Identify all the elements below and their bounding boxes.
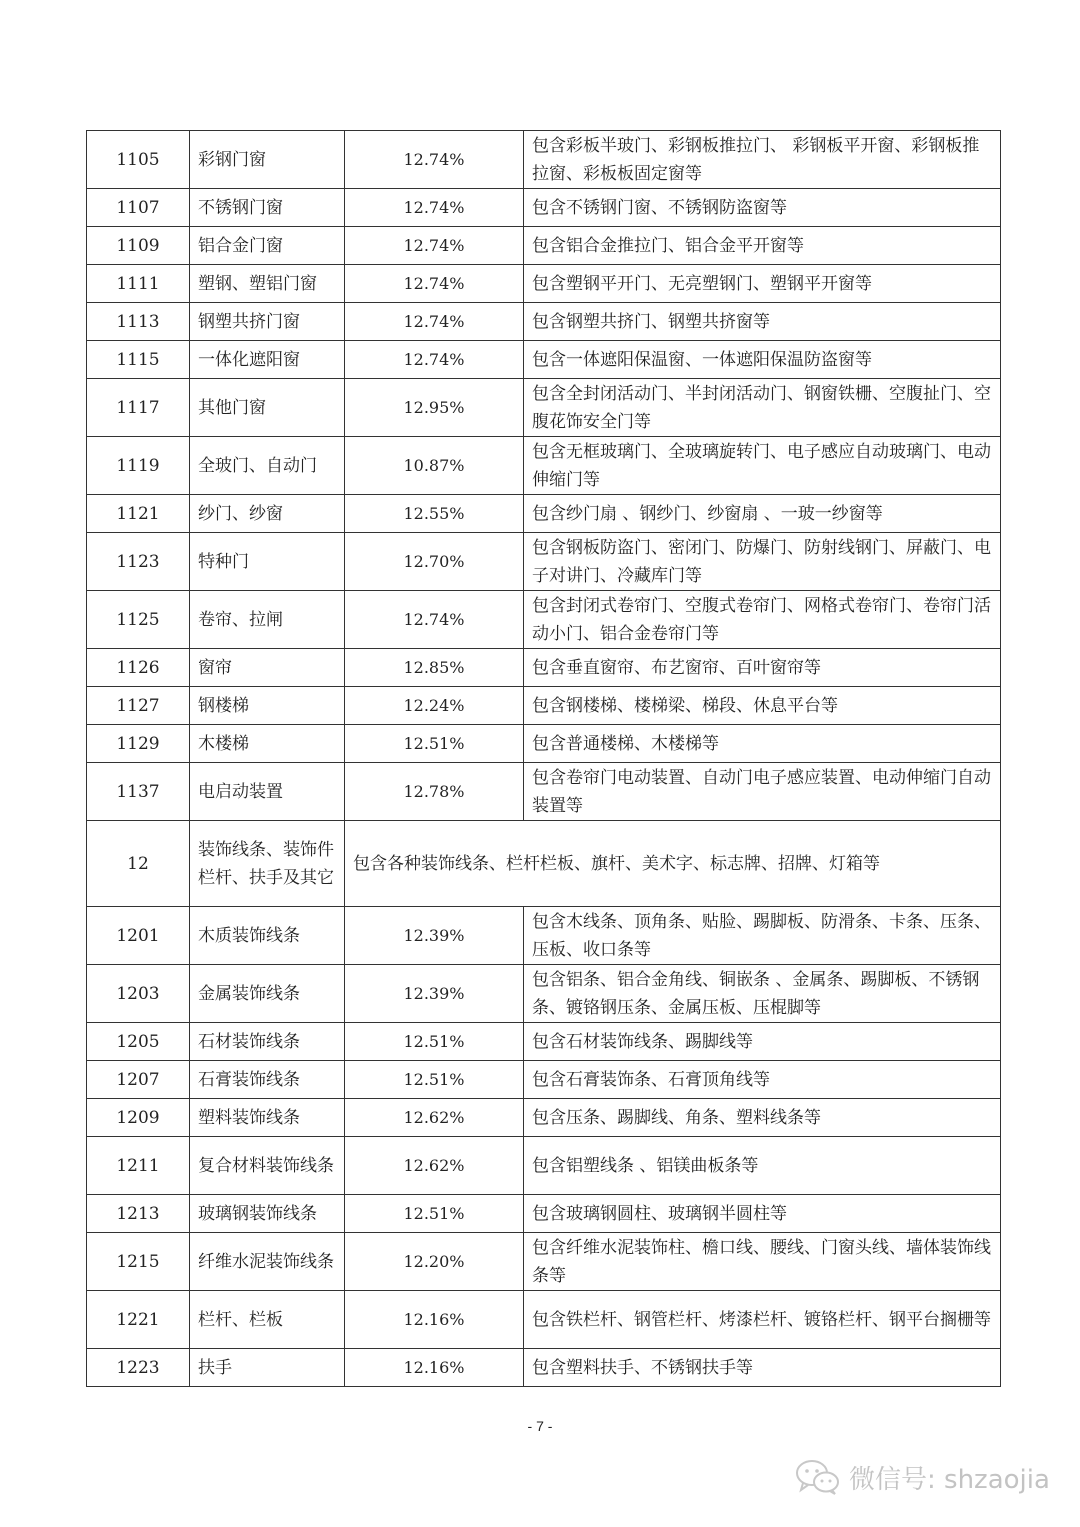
table-row [87,495,1001,533]
table-row [87,341,1001,379]
rate-cell: 12.16% [345,1349,524,1387]
code-cell: 1111 [87,265,190,303]
description-cell: 包含铝塑线条 、铝镁曲板条等 [524,1137,1001,1195]
code-cell: 1119 [87,437,190,495]
name-cell: 金属装饰线条 [190,965,345,1023]
description-cell: 包含钢楼梯、楼梯梁、梯段、休息平台等 [524,687,1001,725]
name-cell: 全玻门、自动门 [190,437,345,495]
code-cell: 1127 [87,687,190,725]
rate-cell: 12.39% [345,965,524,1023]
rate-table-body [87,131,1001,1387]
table-row [87,1061,1001,1099]
rate-cell: 12.74% [345,341,524,379]
name-cell: 不锈钢门窗 [190,189,345,227]
code-cell: 1115 [87,341,190,379]
rate-cell: 12.62% [345,1137,524,1195]
rate-cell: 10.87% [345,437,524,495]
code-cell: 1105 [87,131,190,189]
name-cell: 木质装饰线条 [190,907,345,965]
code-cell: 1211 [87,1137,190,1195]
description-cell: 包含卷帘门电动装置、自动门电子感应装置、电动伸缩门自动装置等 [524,763,1001,821]
table-row [87,1137,1001,1195]
description-cell: 包含钢板防盗门、密闭门、防爆门、防射线钢门、屏蔽门、电子对讲门、冷藏库门等 [524,533,1001,591]
rate-cell: 12.95% [345,379,524,437]
description-cell: 包含铁栏杆、钢管栏杆、烤漆栏杆、镀铬栏杆、钢平台搁栅等 [524,1291,1001,1349]
table-row [87,379,1001,437]
table-row [87,1195,1001,1233]
table-row [87,821,1001,907]
rate-cell: 12.51% [345,1061,524,1099]
rate-cell: 12.51% [345,725,524,763]
description-cell: 包含普通楼梯、木楼梯等 [524,725,1001,763]
code-cell: 1203 [87,965,190,1023]
rate-cell: 12.85% [345,649,524,687]
description-cell: 包含各种装饰线条、栏杆栏板、旗杆、美术字、标志牌、招牌、灯箱等 [345,821,1001,907]
name-cell: 其他门窗 [190,379,345,437]
rate-cell: 12.78% [345,763,524,821]
description-cell: 包含塑钢平开门、无亮塑钢门、塑钢平开窗等 [524,265,1001,303]
name-cell: 木楼梯 [190,725,345,763]
code-cell: 1209 [87,1099,190,1137]
table-row [87,907,1001,965]
rate-cell: 12.62% [345,1099,524,1137]
description-cell: 包含封闭式卷帘门、空腹式卷帘门、网格式卷帘门、卷帘门活动小门、铝合金卷帘门等 [524,591,1001,649]
code-cell: 1223 [87,1349,190,1387]
table-row [87,1099,1001,1137]
name-cell: 纱门、纱窗 [190,495,345,533]
description-cell: 包含纤维水泥装饰柱、檐口线、腰线、门窗头线、墙体装饰线条等 [524,1233,1001,1291]
description-cell: 包含全封闭活动门、半封闭活动门、钢窗铁栅、空腹扯门、空腹花饰安全门等 [524,379,1001,437]
rate-cell: 12.20% [345,1233,524,1291]
rate-cell: 12.74% [345,265,524,303]
table-row [87,591,1001,649]
table-row [87,1023,1001,1061]
rate-cell: 12.70% [345,533,524,591]
code-cell: 1123 [87,533,190,591]
name-cell: 塑钢、塑铝门窗 [190,265,345,303]
code-cell: 1117 [87,379,190,437]
code-cell: 1221 [87,1291,190,1349]
rate-cell: 12.74% [345,227,524,265]
code-cell: 1126 [87,649,190,687]
table-row [87,763,1001,821]
rate-cell: 12.74% [345,591,524,649]
name-cell: 石材装饰线条 [190,1023,345,1061]
page-number: - 7 - [527,1418,553,1434]
name-cell: 钢塑共挤门窗 [190,303,345,341]
description-cell: 包含钢塑共挤门、钢塑共挤窗等 [524,303,1001,341]
description-cell: 包含垂直窗帘、布艺窗帘、百叶窗帘等 [524,649,1001,687]
description-cell: 包含铝合金推拉门、铝合金平开窗等 [524,227,1001,265]
name-cell: 栏杆、栏板 [190,1291,345,1349]
description-cell: 包含玻璃钢圆柱、玻璃钢半圆柱等 [524,1195,1001,1233]
name-cell: 扶手 [190,1349,345,1387]
rate-table-container [86,130,1000,1387]
table-row [87,437,1001,495]
name-cell: 石膏装饰线条 [190,1061,345,1099]
table-row [87,649,1001,687]
name-cell: 窗帘 [190,649,345,687]
name-cell: 铝合金门窗 [190,227,345,265]
description-cell: 包含一体遮阳保温窗、一体遮阳保温防盗窗等 [524,341,1001,379]
table-row [87,1349,1001,1387]
name-cell: 装饰线条、装饰件栏杆、扶手及其它 [190,821,345,907]
name-cell: 塑料装饰线条 [190,1099,345,1137]
name-cell: 一体化遮阳窗 [190,341,345,379]
rate-cell: 12.55% [345,495,524,533]
table-row [87,687,1001,725]
code-cell: 1107 [87,189,190,227]
description-cell: 包含石膏装饰条、石膏顶角线等 [524,1061,1001,1099]
watermark-text: 微信号: shzaojia [849,1464,1050,1495]
code-cell: 1207 [87,1061,190,1099]
code-cell: 1121 [87,495,190,533]
name-cell: 玻璃钢装饰线条 [190,1195,345,1233]
name-cell: 纤维水泥装饰线条 [190,1233,345,1291]
table-row [87,725,1001,763]
code-cell: 1109 [87,227,190,265]
description-cell: 包含无框玻璃门、全玻璃旋转门、电子感应自动玻璃门、电动伸缩门等 [524,437,1001,495]
description-cell: 包含不锈钢门窗、不锈钢防盗窗等 [524,189,1001,227]
rate-cell: 12.24% [345,687,524,725]
table-row [87,303,1001,341]
description-cell: 包含铝条、铝合金角线、铜嵌条 、金属条、踢脚板、不锈钢条、镀铬钢压条、金属压板、压棍脚等 [524,965,1001,1023]
description-cell: 包含木线条、顶角条、贴脸、踢脚板、防滑条、卡条、压条、压板、收口条等 [524,907,1001,965]
code-cell: 1137 [87,763,190,821]
code-cell: 1213 [87,1195,190,1233]
table-row [87,227,1001,265]
rate-cell: 12.74% [345,303,524,341]
description-cell: 包含石材装饰线条、踢脚线等 [524,1023,1001,1061]
description-cell: 包含压条、踢脚线、角条、塑料线条等 [524,1099,1001,1137]
code-cell: 1201 [87,907,190,965]
code-cell: 1205 [87,1023,190,1061]
code-cell: 1125 [87,591,190,649]
rate-cell: 12.51% [345,1195,524,1233]
description-cell: 包含彩板半玻门、彩钢板推拉门、 彩钢板平开窗、彩钢板推拉窗、彩板板固定窗等 [524,131,1001,189]
rate-cell: 12.51% [345,1023,524,1061]
table-row [87,1233,1001,1291]
code-cell: 12 [87,821,190,907]
wechat-icon [795,1459,841,1495]
rate-cell: 12.16% [345,1291,524,1349]
rate-table [86,130,1001,1387]
table-row [87,1291,1001,1349]
table-row [87,533,1001,591]
name-cell: 彩钢门窗 [190,131,345,189]
description-cell: 包含塑料扶手、不锈钢扶手等 [524,1349,1001,1387]
code-cell: 1113 [87,303,190,341]
table-row [87,265,1001,303]
code-cell: 1129 [87,725,190,763]
rate-cell: 12.39% [345,907,524,965]
rate-cell: 12.74% [345,131,524,189]
table-row [87,965,1001,1023]
name-cell: 电启动装置 [190,763,345,821]
code-cell: 1215 [87,1233,190,1291]
table-row [87,189,1001,227]
name-cell: 钢楼梯 [190,687,345,725]
name-cell: 复合材料装饰线条 [190,1137,345,1195]
name-cell: 卷帘、拉闸 [190,591,345,649]
name-cell: 特种门 [190,533,345,591]
description-cell: 包含纱门扇 、钢纱门、纱窗扇 、一玻一纱窗等 [524,495,1001,533]
table-row [87,131,1001,189]
watermark [795,1457,1050,1497]
rate-cell: 12.74% [345,189,524,227]
